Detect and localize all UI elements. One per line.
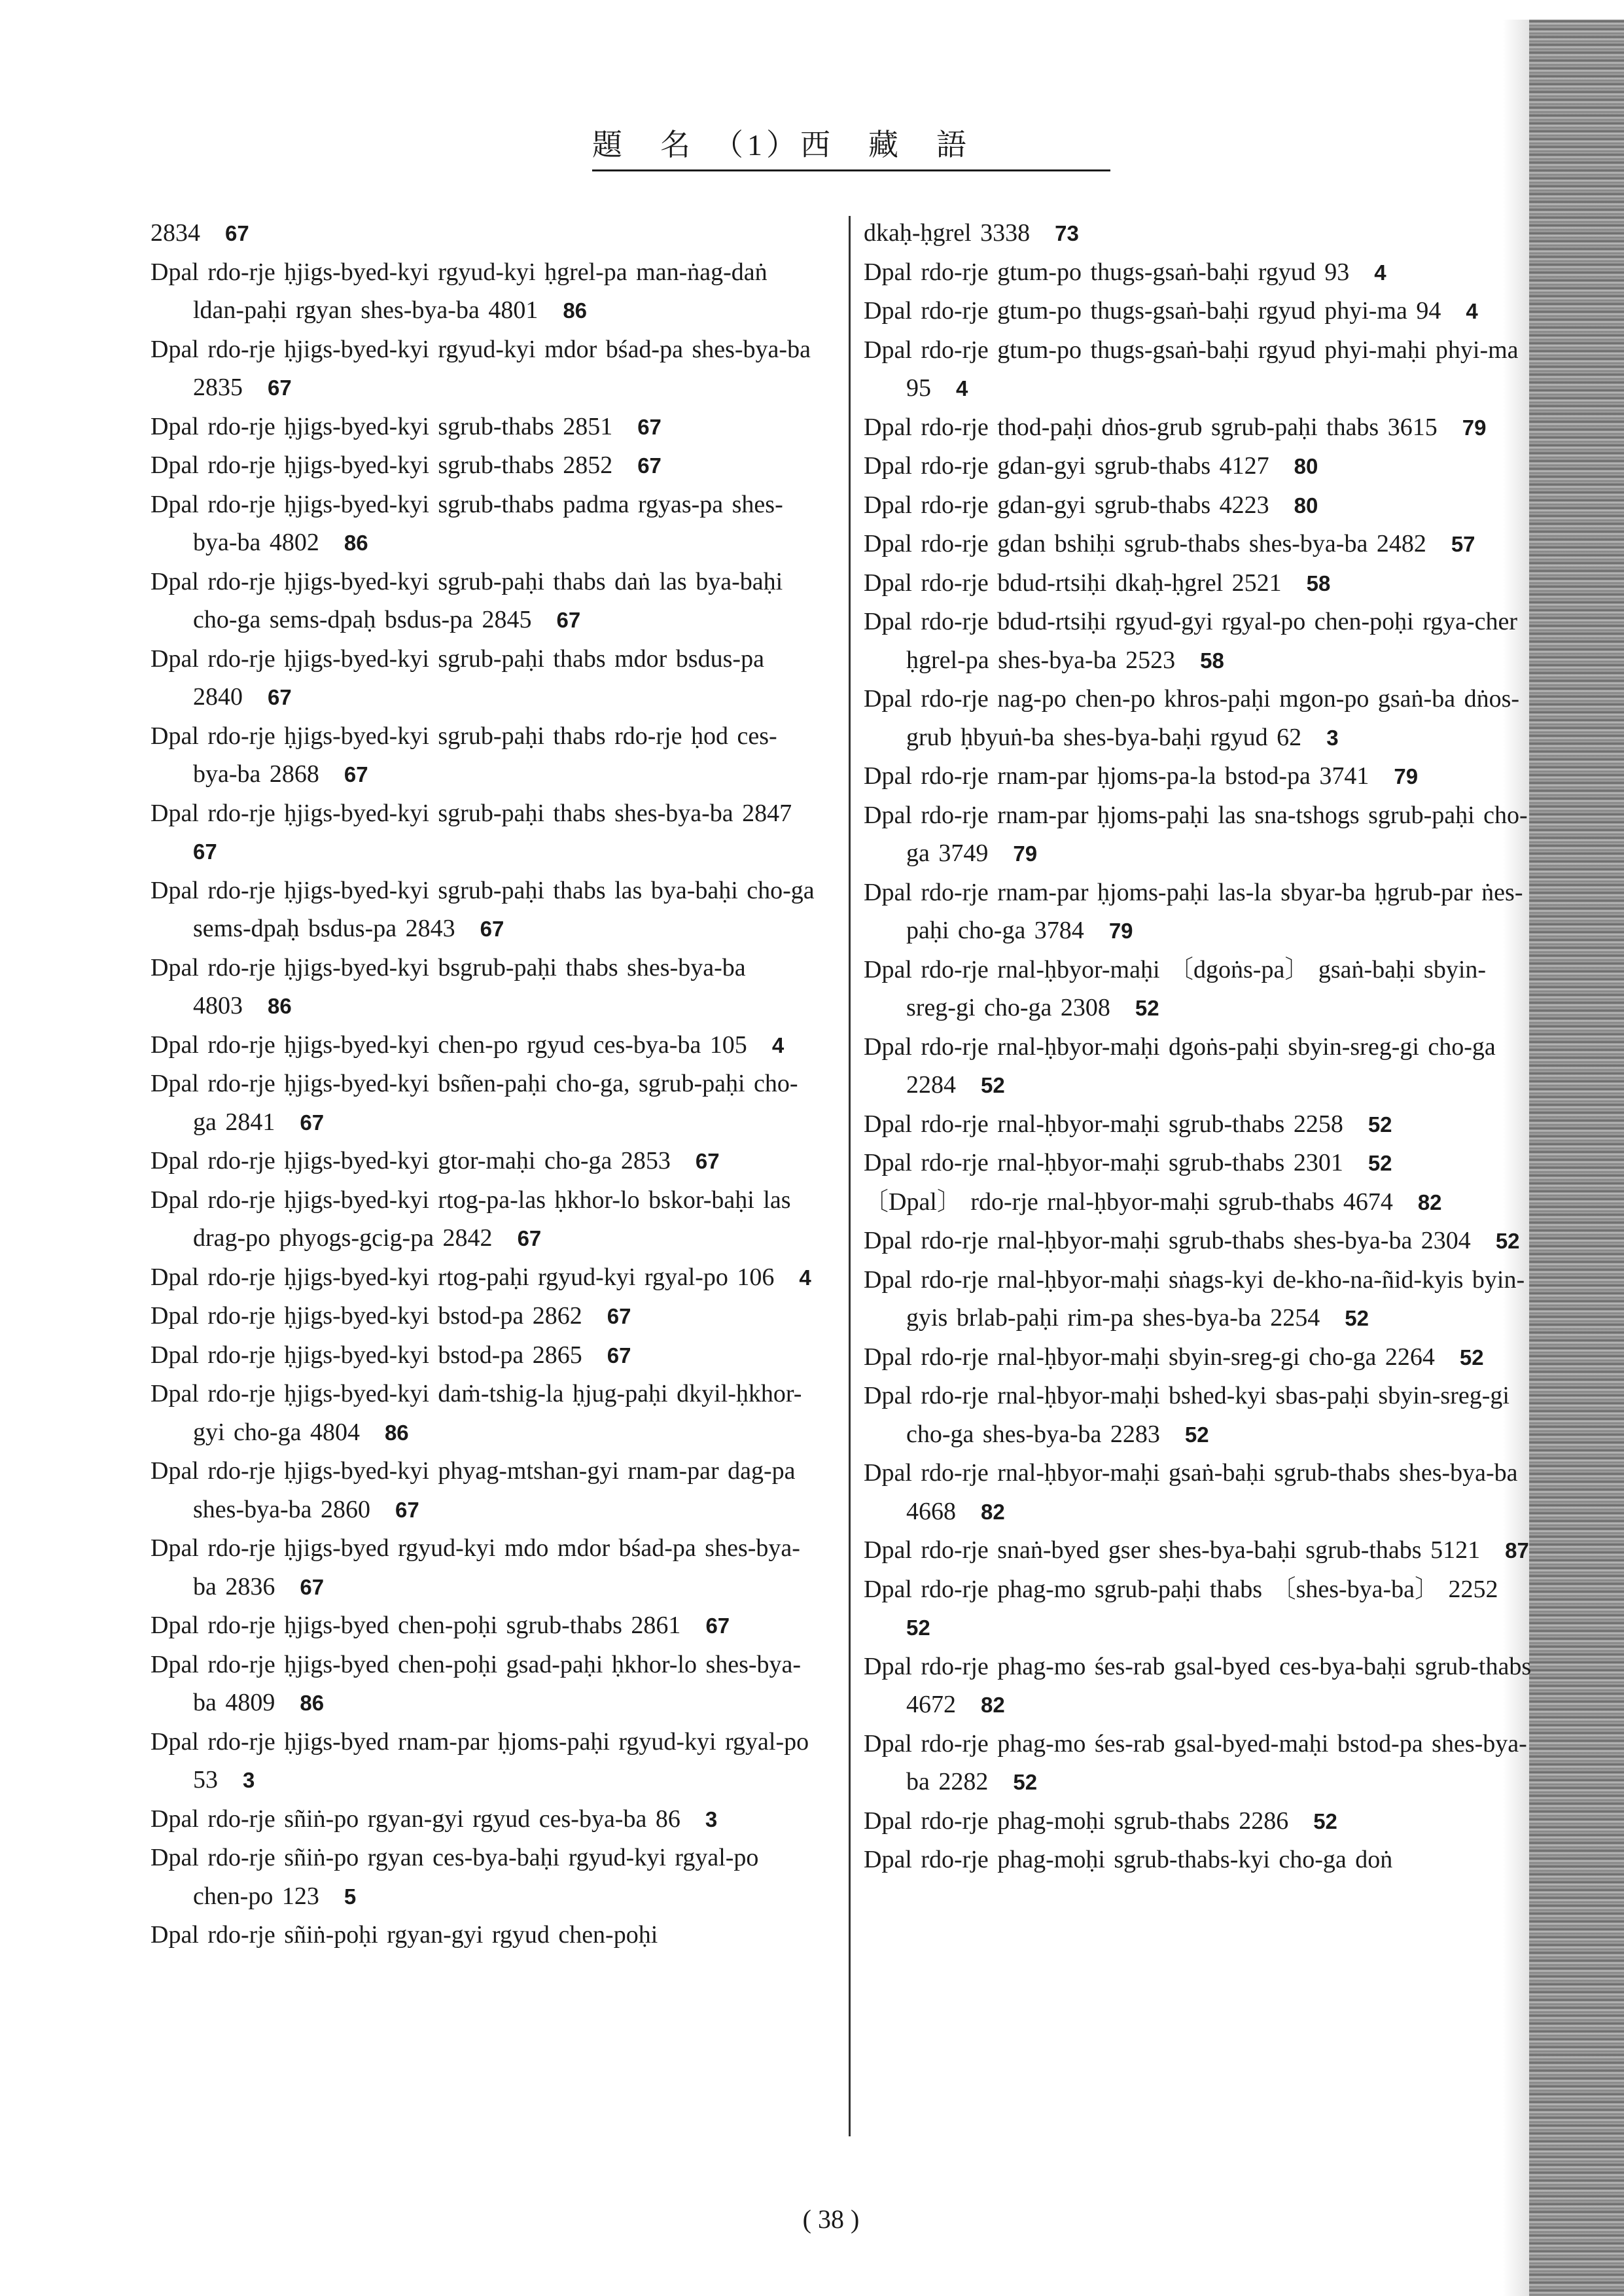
entry-volume-number: 80: [1294, 493, 1318, 518]
entry-title: Dpal rdo-rje ḥjigs-byed-kyi sgrub-thabs padma rgyas-pa shes-bya-ba 4802: [150, 490, 783, 556]
entry-volume-number: 52: [1368, 1151, 1392, 1175]
index-entry: [150, 1336, 821, 1375]
entry-title: Dpal rdo-rje ḥjigs-byed-kyi daṁ-tshig-la ḥjug-paḥi dkyil-ḥkhor-gyi cho-ga 4804: [150, 1380, 802, 1446]
entry-volume-number: 4: [1374, 260, 1386, 285]
entry-volume-number: 67: [637, 453, 662, 478]
entry-title: Dpal rdo-rje ḥjigs-byed-kyi rgyud-kyi ḥgrel-pa man-ṅag-daṅ ldan-paḥi rgyan shes-bya-ba 4801: [150, 258, 768, 324]
index-entry: [864, 408, 1534, 448]
entry-title: Dpal rdo-rje rnam-par ḥjoms-paḥi las sna-tshogs sgrub-paḥi cho-ga 3749: [864, 801, 1528, 867]
entry-title: Dpal rdo-rje ḥjigs-byed-kyi chen-po rgyud ces-bya-ba 105: [150, 1031, 747, 1059]
entry-title: Dpal rdo-rje sñiṅ-po rgyan ces-bya-baḥi rgyud-kyi rgyal-po chen-po 123: [150, 1844, 759, 1910]
entry-title: Dpal rdo-rje phag-mo śes-rab gsal-byed ces-bya-baḥi sgrub-thabs 4672: [864, 1652, 1532, 1718]
index-entry: [864, 1028, 1534, 1105]
entry-volume-number: 67: [225, 221, 249, 245]
index-entry: [150, 1142, 821, 1181]
entry-volume-number: 4: [1466, 299, 1478, 323]
index-entry: [150, 949, 821, 1026]
index-entry: [864, 1454, 1534, 1531]
page-header: 題 名 （1）西 藏 語: [592, 128, 970, 162]
entry-volume-number: 86: [268, 994, 292, 1018]
entry-volume-number: 52: [1495, 1229, 1520, 1253]
index-entry: [864, 1261, 1534, 1338]
index-entry: [150, 563, 821, 640]
entry-volume-number: 58: [1200, 648, 1224, 673]
entry-title: Dpal rdo-rje ḥjigs-byed rgyud-kyi mdo mdor bśad-pa shes-bya-ba 2836: [150, 1534, 800, 1600]
entry-volume-number: 52: [1135, 996, 1159, 1020]
entry-volume-number: 67: [268, 376, 292, 400]
entry-title: Dpal rdo-rje rnam-par ḥjoms-paḥi las-la sbyar-ba ḥgrub-par ṅes-paḥi cho-ga 3784: [864, 878, 1523, 944]
index-entry: [864, 1648, 1534, 1725]
index-entry: [150, 717, 821, 794]
entry-title: Dpal rdo-rje ḥjigs-byed-kyi sgrub-thabs 2851: [150, 412, 613, 440]
entry-volume-number: 67: [268, 685, 292, 709]
entry-title: Dpal rdo-rje ḥjigs-byed-kyi gtor-maḥi cho-ga 2853: [150, 1147, 671, 1174]
entry-volume-number: 67: [517, 1226, 542, 1250]
entry-title: Dpal rdo-rje phag-mo śes-rab gsal-byed-maḥi bstod-pa shes-bya-ba 2282: [864, 1729, 1527, 1795]
index-entry: [864, 1841, 1534, 1879]
entry-title: Dpal rdo-rje ḥjigs-byed-kyi bsñen-paḥi cho-ga, sgrub-paḥi cho-ga 2841: [150, 1070, 798, 1136]
entry-title: Dpal rdo-rje ḥjigs-byed-kyi sgrub-paḥi thabs daṅ las bya-baḥi cho-ga sems-dpaḥ bsdus-pa 2845: [150, 567, 783, 633]
entry-title: Dpal rdo-rje ḥjigs-byed chen-poḥi sgrub-thabs 2861: [150, 1612, 681, 1639]
index-entry: [150, 214, 821, 253]
entry-volume-number: 82: [1417, 1190, 1442, 1214]
index-entry: [150, 408, 821, 447]
index-entry: [864, 1183, 1534, 1222]
entry-title: Dpal rdo-rje ḥjigs-byed-kyi sgrub-thabs 2852: [150, 451, 613, 479]
index-entry: [864, 1570, 1534, 1648]
entry-volume-number: 86: [344, 531, 368, 555]
entry-volume-number: 82: [981, 1499, 1005, 1524]
index-entry: [150, 640, 821, 717]
index-entry: [864, 214, 1534, 253]
entry-volume-number: 79: [1108, 919, 1133, 943]
entry-title: 〔Dpal〕 rdo-rje rnal-ḥbyor-maḥi sgrub-thabs 4674: [864, 1188, 1393, 1216]
entry-title: Dpal rdo-rje nag-po chen-po khros-paḥi mgon-po gsaṅ-ba dṅos-grub ḥbyuṅ-ba shes-bya-baḥi rgyud 62: [864, 685, 1520, 751]
index-entry: [864, 1725, 1534, 1802]
entry-volume-number: 67: [695, 1149, 720, 1173]
index-entry: [150, 1065, 821, 1142]
index-entry: [864, 951, 1534, 1028]
entry-volume-number: 79: [1394, 764, 1419, 788]
left-column: [150, 214, 821, 1954]
entry-volume-number: 52: [906, 1616, 930, 1640]
index-entry: [150, 1258, 821, 1298]
entry-volume-number: 79: [1013, 841, 1038, 866]
index-entry: [864, 564, 1534, 603]
entry-title: Dpal rdo-rje rnal-ḥbyor-maḥi sgrub-thabs shes-bya-ba 2304: [864, 1227, 1471, 1254]
index-entry: [864, 1105, 1534, 1144]
entry-volume-number: 67: [607, 1304, 631, 1328]
index-entry: [864, 1377, 1534, 1454]
entry-volume-number: 52: [981, 1073, 1005, 1097]
index-entry: [150, 446, 821, 486]
entry-volume-number: 67: [300, 1574, 325, 1599]
entry-volume-number: 86: [384, 1420, 409, 1445]
index-entry: [864, 525, 1534, 564]
entry-title: Dpal rdo-rje ḥjigs-byed-kyi rgyud-kyi mdor bśad-pa shes-bya-ba 2835: [150, 335, 811, 401]
index-entry: [150, 1606, 821, 1646]
entry-volume-number: 67: [607, 1343, 631, 1368]
index-entry: [150, 1452, 821, 1529]
entry-volume-number: 82: [981, 1693, 1005, 1717]
entry-title: Dpal rdo-rje rnal-ḥbyor-maḥi gsaṅ-baḥi sgrub-thabs shes-bya-ba 4668: [864, 1459, 1518, 1525]
entry-title: Dpal rdo-rje rnal-ḥbyor-maḥi dgoṅs-paḥi sbyin-sreg-gi cho-ga 2284: [864, 1033, 1496, 1099]
entry-volume-number: 3: [1326, 725, 1339, 750]
entry-title: Dpal rdo-rje snaṅ-byed gser shes-bya-baḥi sgrub-thabs 5121: [864, 1536, 1481, 1564]
entry-title: Dpal rdo-rje ḥjigs-byed-kyi bsgrub-paḥi thabs shes-bya-ba 4803: [150, 953, 746, 1019]
index-entry: [864, 874, 1534, 951]
index-entry: [150, 330, 821, 408]
index-entry: [864, 1338, 1534, 1377]
index-entry: [150, 1800, 821, 1839]
entry-title: Dpal rdo-rje ḥjigs-byed rnam-par ḥjoms-paḥi rgyud-kyi rgyal-po 53: [150, 1727, 809, 1793]
entry-volume-number: 4: [956, 376, 968, 400]
entry-title: Dpal rdo-rje gdan bshiḥi sgrub-thabs shes-bya-ba 2482: [864, 530, 1426, 557]
entry-title: Dpal rdo-rje ḥjigs-byed-kyi bstod-pa 2862: [150, 1302, 582, 1330]
entry-volume-number: 67: [395, 1497, 419, 1522]
index-entry: [150, 872, 821, 949]
entry-title: Dpal rdo-rje sñiṅ-poḥi rgyan-gyi rgyud chen-poḥi: [150, 1921, 658, 1949]
entry-title: Dpal rdo-rje rnal-ḥbyor-maḥi sgrub-thabs 2301: [864, 1149, 1343, 1176]
index-entry: [150, 1181, 821, 1258]
entry-volume-number: 67: [480, 917, 504, 941]
index-entry: [150, 1297, 821, 1336]
entry-title: Dpal rdo-rje ḥjigs-byed-kyi rtog-paḥi rgyud-kyi rgyal-po 106: [150, 1263, 775, 1291]
index-entry: [150, 486, 821, 563]
index-entry: [150, 253, 821, 330]
entry-title: Dpal rdo-rje rnam-par ḥjoms-pa-la bstod-pa 3741: [864, 762, 1369, 790]
entry-title: Dpal rdo-rje phag-moḥi sgrub-thabs-kyi cho-ga doṅ: [864, 1846, 1393, 1873]
scan-edge: [1529, 20, 1624, 2296]
entry-title: Dpal rdo-rje phag-mo sgrub-paḥi thabs 〔shes-bya-ba〕 2252: [864, 1575, 1498, 1603]
index-entry: [150, 794, 821, 872]
entry-title: dkaḥ-ḥgrel 3338: [864, 219, 1031, 247]
entry-title: Dpal rdo-rje ḥjigs-byed chen-poḥi gsad-paḥi ḥkhor-lo shes-bya-ba 4809: [150, 1650, 802, 1716]
entry-volume-number: 67: [637, 414, 662, 439]
index-entry: [150, 1026, 821, 1065]
index-entry: [864, 447, 1534, 486]
right-column: [864, 214, 1534, 1879]
entry-volume-number: 5: [344, 1884, 357, 1909]
entry-volume-number: 52: [1368, 1112, 1392, 1137]
entry-title: 2834: [150, 219, 200, 247]
entry-title: Dpal rdo-rje gtum-po thugs-gsaṅ-baḥi rgyud phyi-maḥi phyi-ma 95: [864, 336, 1519, 402]
entry-title: Dpal rdo-rje rnal-ḥbyor-maḥi 〔dgoṅs-pa〕 gsaṅ-baḥi sbyin-sreg-gi cho-ga 2308: [864, 955, 1487, 1021]
entry-volume-number: 73: [1055, 221, 1079, 245]
index-entry: [864, 1144, 1534, 1183]
index-entry: [150, 1646, 821, 1723]
index-entry: [864, 796, 1534, 874]
index-entry: [864, 1802, 1534, 1841]
entry-title: Dpal rdo-rje phag-moḥi sgrub-thabs 2286: [864, 1807, 1289, 1835]
index-entry: [864, 1222, 1534, 1261]
index-entry: [864, 486, 1534, 525]
entry-volume-number: 67: [344, 762, 368, 786]
index-entry: [150, 1375, 821, 1452]
index-entry: [864, 1531, 1534, 1570]
entry-volume-number: 4: [799, 1265, 811, 1290]
entry-volume-number: 52: [1184, 1422, 1209, 1447]
index-entry: [150, 1529, 821, 1606]
index-entry: [150, 1839, 821, 1916]
entry-volume-number: 3: [243, 1768, 255, 1792]
index-entry: [150, 1916, 821, 1954]
index-entry: [150, 1723, 821, 1800]
entry-title: Dpal rdo-rje thod-paḥi dṅos-grub sgrub-paḥi thabs 3615: [864, 413, 1438, 441]
entry-title: Dpal rdo-rje ḥjigs-byed-kyi rtog-pa-las ḥkhor-lo bskor-baḥi las drag-po phyogs-gcig-pa 2842: [150, 1186, 791, 1252]
index-entry: [864, 331, 1534, 408]
entry-title: Dpal rdo-rje ḥjigs-byed-kyi phyag-mtshan-gyi rnam-par dag-pa shes-bya-ba 2860: [150, 1457, 796, 1523]
entry-title: Dpal rdo-rje gdan-gyi sgrub-thabs 4127: [864, 452, 1269, 480]
entry-volume-number: 52: [1313, 1809, 1337, 1833]
entry-title: Dpal rdo-rje bdud-rtsiḥi rgyud-gyi rgyal-po chen-poḥi rgya-cher ḥgrel-pa shes-bya-ba 2523: [864, 608, 1518, 674]
entry-volume-number: 52: [1459, 1345, 1484, 1369]
entry-volume-number: 4: [771, 1033, 785, 1057]
entry-title: Dpal rdo-rje ḥjigs-byed-kyi sgrub-paḥi thabs rdo-rje ḥod ces-bya-ba 2868: [150, 722, 777, 788]
entry-volume-number: 79: [1462, 415, 1487, 440]
entry-volume-number: 57: [1451, 532, 1475, 556]
index-entry: [864, 680, 1534, 757]
entry-title: Dpal rdo-rje rnal-ḥbyor-maḥi bshed-kyi sbas-paḥi sbyin-sreg-gi cho-ga shes-bya-ba 2283: [864, 1382, 1509, 1448]
entry-title: Dpal rdo-rje gtum-po thugs-gsaṅ-baḥi rgyud 93: [864, 258, 1350, 286]
entry-volume-number: 52: [1345, 1306, 1369, 1330]
entry-title: Dpal rdo-rje gtum-po thugs-gsaṅ-baḥi rgyud phyi-ma 94: [864, 297, 1441, 325]
index-entry: [864, 292, 1534, 331]
entry-title: Dpal rdo-rje gdan-gyi sgrub-thabs 4223: [864, 491, 1269, 519]
entry-volume-number: 67: [556, 608, 581, 632]
entry-volume-number: 52: [1013, 1770, 1038, 1794]
index-entry: [864, 757, 1534, 796]
page-number: ( 38 ): [802, 2204, 860, 2234]
entry-volume-number: 67: [705, 1614, 730, 1638]
entry-title: Dpal rdo-rje ḥjigs-byed-kyi bstod-pa 2865: [150, 1341, 582, 1369]
entry-volume-number: 87: [1505, 1538, 1529, 1563]
entry-title: Dpal rdo-rje ḥjigs-byed-kyi sgrub-paḥi thabs las bya-baḥi cho-ga sems-dpaḥ bsdus-pa 2843: [150, 876, 815, 942]
entry-volume-number: 86: [563, 298, 588, 323]
entry-title: Dpal rdo-rje bdud-rtsiḥi dkaḥ-ḥgrel 2521: [864, 569, 1282, 597]
entry-title: Dpal rdo-rje ḥjigs-byed-kyi sgrub-paḥi thabs mdor bsdus-pa 2840: [150, 645, 764, 711]
entry-title: Dpal rdo-rje rnal-ḥbyor-maḥi sbyin-sreg-gi cho-ga 2264: [864, 1343, 1435, 1371]
entry-volume-number: 86: [300, 1691, 325, 1715]
entry-volume-number: 80: [1294, 454, 1318, 478]
entry-title: Dpal rdo-rje sñiṅ-po rgyan-gyi rgyud ces-bya-ba 86: [150, 1805, 680, 1833]
entry-volume-number: 3: [705, 1807, 718, 1831]
entry-title: Dpal rdo-rje rnal-ḥbyor-maḥi sṅags-kyi de-kho-na-ñid-kyis byin-gyis brlab-paḥi rim-pa shes-bya-ba 2254: [864, 1265, 1525, 1332]
entry-volume-number: 58: [1306, 571, 1331, 595]
entry-title: Dpal rdo-rje rnal-ḥbyor-maḥi sgrub-thabs 2258: [864, 1110, 1343, 1138]
column-divider: [849, 216, 851, 2136]
entry-volume-number: 67: [300, 1110, 325, 1135]
entry-title: Dpal rdo-rje ḥjigs-byed-kyi sgrub-paḥi thabs shes-bya-ba 2847: [150, 799, 792, 827]
index-entry: [864, 603, 1534, 680]
entry-volume-number: 67: [193, 839, 217, 864]
index-entry: [864, 253, 1534, 292]
header-rule: [592, 169, 1110, 171]
